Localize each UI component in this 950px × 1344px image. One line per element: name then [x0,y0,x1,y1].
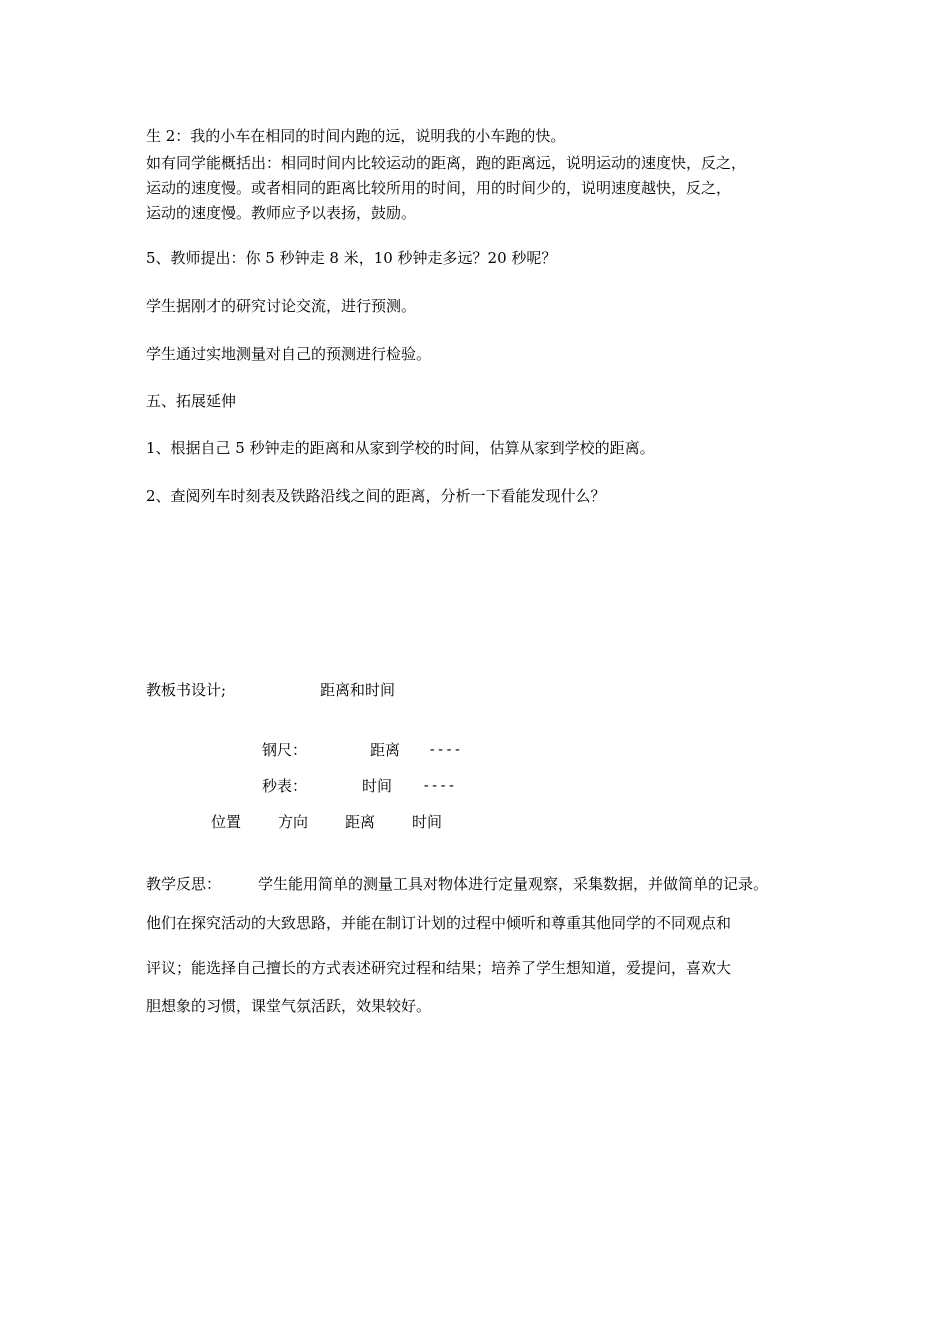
extension-item-2: 2、查阅列车时刻表及铁路沿线之间的距离，分析一下看能发现什么？ [146,487,606,505]
board-tool-ruler: 钢尺： [262,741,308,759]
paragraph-verify: 学生通过实地测量对自己的预测进行检验。 [146,345,432,363]
board-design-title: 距离和时间 [320,681,396,699]
paragraph-summary-line-2: 运动的速度慢。或者相同的距离比较所用的时间，用的时间少的，说明速度越快，反之， [146,179,732,197]
board-concept-position: 位置 [211,813,242,831]
board-concept-time: 时间 [362,777,393,795]
board-tool-stopwatch: 秒表： [262,777,308,795]
paragraph-predict: 学生据刚才的研究讨论交流，进行预测。 [146,297,417,315]
reflection-line-2: 他们在探究活动的大致思路，并能在制订计划的过程中倾听和尊重其他同学的不同观点和 [146,914,732,932]
reflection-line-4: 胆想象的习惯，课堂气氛活跃，效果较好。 [146,997,432,1015]
extension-item-1: 1、根据自己 5 秒钟走的距离和从家到学校的时间，估算从家到学校的距离。 [146,439,655,457]
paragraph-summary-line-3: 运动的速度慢。教师应予以表扬，鼓励。 [146,204,417,222]
paragraph-teacher-question: 5、教师提出：你 5 秒钟走 8 米，10 秒钟走多远？20 秒呢？ [146,249,557,267]
section-heading-extension: 五、拓展延伸 [146,392,237,410]
board-concept-time-2: 时间 [412,813,443,831]
board-concept-distance: 距离 [370,741,401,759]
reflection-label: 教学反思： [146,875,222,893]
board-design-label: 教板书设计; [146,681,227,699]
board-concept-direction: 方向 [278,813,309,831]
reflection-line-3: 评议；能选择自己擅长的方式表述研究过程和结果；培养了学生想知道，爱提问，喜欢大 [146,959,732,977]
board-dash-1: ---- [428,742,462,758]
board-concept-distance-2: 距离 [345,813,376,831]
board-dash-2: ---- [422,778,456,794]
paragraph-student-2: 生 2：我的小车在相同的时间内跑的远，说明我的小车跑的快。 [146,127,566,145]
reflection-line-1: 学生能用简单的测量工具对物体进行定量观察，采集数据，并做简单的记录。 [258,875,769,893]
paragraph-summary-line-1: 如有同学能概括出：相同时间内比较运动的距离，跑的距离远，说明运动的速度快，反之， [146,154,747,172]
